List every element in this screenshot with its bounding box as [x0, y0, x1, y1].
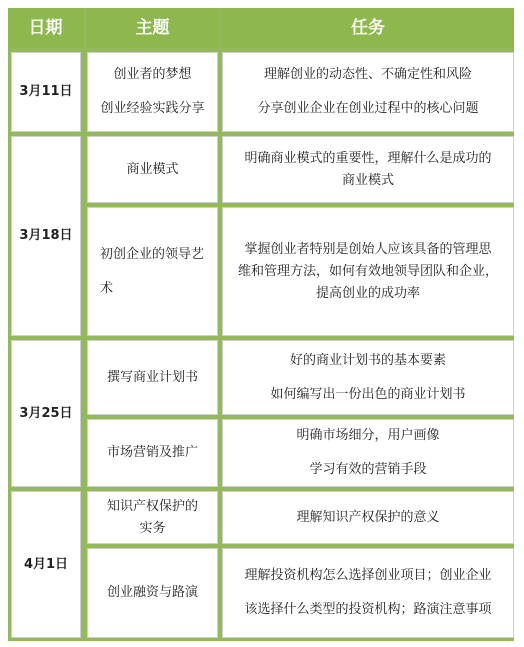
date-cell: 3月25日: [11, 340, 81, 487]
task-cell: [222, 491, 514, 544]
topic-cell: [87, 419, 218, 487]
task-line: 商业模式: [341, 172, 394, 188]
task-cell: [222, 136, 514, 203]
task-line: 学习有效的营销手段: [309, 462, 427, 477]
topic-line: 市场营销及推广: [106, 445, 198, 460]
header-task: 任务: [222, 8, 514, 48]
task-cell: [222, 207, 514, 336]
task-line: 该选择什么类型的投资机构；路演注意事项: [244, 602, 492, 617]
date-cell: 3月11日: [11, 52, 81, 132]
topic-cell: [87, 548, 218, 638]
topic-cell: [87, 491, 218, 544]
topic-line: 撰写商业计划书: [106, 369, 198, 385]
topic-line: 商业模式: [126, 161, 179, 177]
topic-line: 知识产权保护的: [106, 498, 198, 514]
task-cell: [222, 340, 514, 415]
topic-line: 创业经验实践分享: [100, 101, 205, 116]
date-cell: 4月1日: [11, 491, 81, 638]
header-date: 日期: [8, 8, 83, 48]
task-line: 分享创业企业在创业过程中的核心问题: [257, 101, 479, 116]
topic-line: 实务: [139, 520, 166, 536]
task-line: 明确市场细分，用户画像: [296, 428, 440, 443]
task-cell: [222, 548, 514, 638]
task-line: 理解知识产权保护的意义: [296, 509, 440, 525]
topic-line: 创业者的梦想: [113, 67, 192, 82]
topic-cell: [87, 52, 218, 132]
task-line: 理解创业的动态性、不确定性和风险: [263, 67, 472, 82]
task-line: 如何编写出一份出色的商业计划书: [270, 386, 466, 402]
task-line: 明确商业模式的重要性，理解什么是成功的: [244, 150, 492, 166]
task-cell: [222, 419, 514, 487]
header-topic: 主题: [87, 8, 218, 48]
topic-line: 初创企业的领导艺: [100, 246, 205, 262]
task-line: 维和管理方法，如何有效地领导团队和企业，: [237, 263, 498, 279]
topic-cell: [87, 207, 218, 336]
date-cell: 3月18日: [11, 136, 81, 336]
topic-cell: [87, 136, 218, 203]
task-line: 提高创业的成功率: [315, 285, 420, 301]
topic-line: 术: [100, 280, 114, 296]
task-cell: [222, 52, 514, 132]
task-line: 理解投资机构怎么选择创业项目；创业企业: [244, 568, 492, 583]
task-line: 好的商业计划书的基本要素: [289, 352, 446, 368]
topic-line: 创业融资与路演: [106, 585, 198, 600]
topic-cell: [87, 340, 218, 415]
task-line: 掌握创业者特别是创始人应该具备的管理思: [244, 241, 492, 257]
